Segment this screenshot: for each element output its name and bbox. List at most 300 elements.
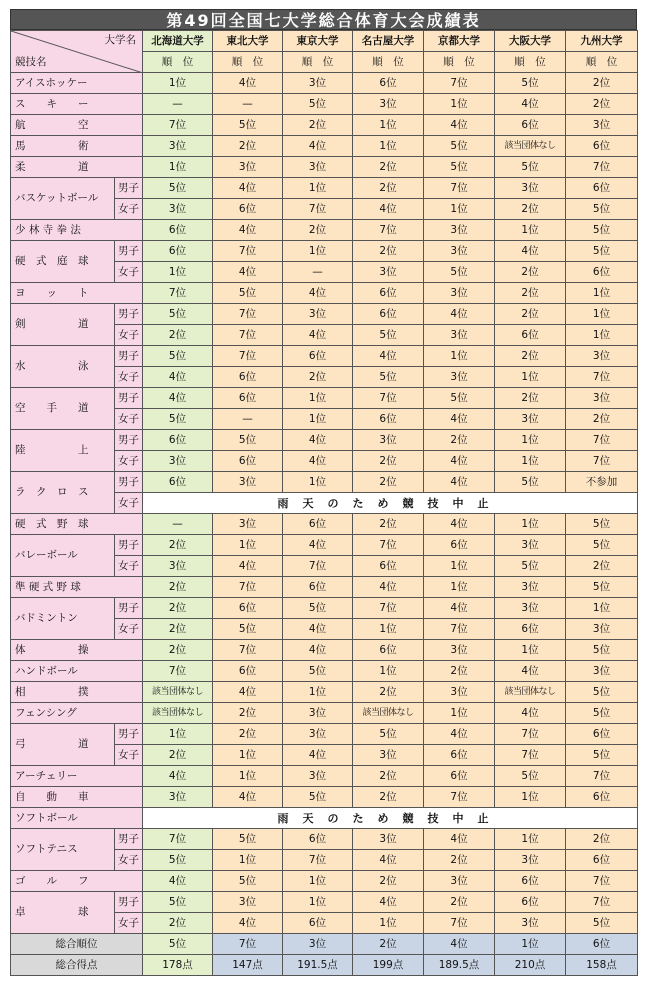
rank-cell: 4位: [283, 430, 353, 451]
rank-cell: 7位: [353, 388, 424, 409]
table-row: [11, 808, 638, 829]
overall-points-cell: 178点: [143, 955, 213, 976]
rank-cell: 2位: [283, 367, 353, 388]
rank-cell: 2位: [353, 157, 424, 178]
gender-division: 男子: [115, 304, 143, 325]
rank-cell: 2位: [143, 577, 213, 598]
event-name: ハンドボール: [11, 661, 143, 682]
overall-points-cell: 189.5点: [424, 955, 495, 976]
table-row: [11, 892, 638, 913]
rank-cell: 2位: [424, 850, 495, 871]
rank-cell: 5位: [566, 913, 638, 934]
rank-cell: 1位: [283, 241, 353, 262]
rank-cell: 4位: [213, 262, 283, 283]
rank-cell: 6位: [143, 430, 213, 451]
event-name: ヨ ッ ト: [11, 283, 143, 304]
rank-cell: 1位: [566, 325, 638, 346]
rank-cell: 1位: [283, 472, 353, 493]
event-name: バレーボール: [11, 535, 115, 577]
rank-cell: 4位: [213, 178, 283, 199]
rank-cell: 2位: [143, 640, 213, 661]
table-row: [11, 787, 638, 808]
rank-cell: 4位: [213, 682, 283, 703]
rank-cell: 3位: [424, 325, 495, 346]
rank-cell: 7位: [353, 598, 424, 619]
rank-cell: 5位: [566, 241, 638, 262]
rank-cell: 4位: [424, 451, 495, 472]
rank-cell: 1位: [566, 304, 638, 325]
event-name: 剣 道: [11, 304, 115, 346]
rank-cell: 6位: [424, 535, 495, 556]
rank-cell: 7位: [283, 199, 353, 220]
rank-cell: 3位: [566, 115, 638, 136]
event-name: バスケットボール: [11, 178, 115, 220]
rank-cell: 1位: [143, 157, 213, 178]
rank-cell: 3位: [566, 619, 638, 640]
event-name: 空 手 道: [11, 388, 115, 430]
university-header: 東北大学: [213, 31, 283, 52]
rank-cell: 2位: [495, 262, 566, 283]
event-name: 硬 式 野 球: [11, 514, 143, 535]
rank-cell: 3位: [353, 430, 424, 451]
rank-cell: 5位: [566, 745, 638, 766]
rank-cell: 3位: [495, 409, 566, 430]
rank-cell: 5位: [566, 514, 638, 535]
gender-division: 女子: [115, 556, 143, 577]
rank-cell: 7位: [283, 850, 353, 871]
event-name: ゴ ル フ: [11, 871, 143, 892]
event-name: 柔 道: [11, 157, 143, 178]
rank-cell: 1位: [213, 535, 283, 556]
rank-cell: 6位: [424, 766, 495, 787]
rank-cell: 7位: [566, 430, 638, 451]
rank-cell: 4位: [495, 661, 566, 682]
rank-cell: 2位: [283, 115, 353, 136]
rank-cell: 4位: [213, 913, 283, 934]
rank-cell: 1位: [353, 661, 424, 682]
rank-cell: 5位: [566, 703, 638, 724]
rank-cell: 該当団体なし: [353, 703, 424, 724]
corner-event-label: 競技名: [15, 56, 47, 68]
rank-cell: 4位: [213, 787, 283, 808]
rank-cell: 7位: [213, 346, 283, 367]
event-name: 航 空: [11, 115, 143, 136]
rank-cell: 2位: [143, 913, 213, 934]
rank-cell: 6位: [213, 199, 283, 220]
rank-cell: 2位: [495, 388, 566, 409]
rank-cell: 5位: [213, 619, 283, 640]
rank-cell: 5位: [566, 577, 638, 598]
results-table: [10, 30, 638, 976]
rank-cell: 4位: [213, 73, 283, 94]
rank-cell: 2位: [143, 745, 213, 766]
rank-header: 順 位: [566, 52, 638, 73]
cancelled-notice: 雨天のため競技中止: [143, 493, 638, 514]
rank-cell: 1位: [495, 640, 566, 661]
rank-cell: 4位: [283, 283, 353, 304]
rank-cell: 5位: [566, 220, 638, 241]
table-row: [11, 703, 638, 724]
overall-rank-cell: 3位: [283, 934, 353, 955]
rank-cell: 3位: [143, 787, 213, 808]
gender-division: 女子: [115, 409, 143, 430]
rank-cell: 3位: [283, 703, 353, 724]
rank-cell: 6位: [213, 367, 283, 388]
table-row: [11, 577, 638, 598]
rank-cell: 4位: [495, 94, 566, 115]
table-row: [11, 136, 638, 157]
gender-division: 女子: [115, 493, 143, 514]
rank-cell: 6位: [143, 220, 213, 241]
table-row: [11, 871, 638, 892]
event-name: 陸 上: [11, 430, 115, 472]
rank-cell: 2位: [213, 703, 283, 724]
rank-cell: 1位: [353, 136, 424, 157]
rank-cell: 2位: [566, 73, 638, 94]
gender-division: 女子: [115, 199, 143, 220]
rank-cell: 6位: [213, 388, 283, 409]
gender-division: 女子: [115, 850, 143, 871]
rank-cell: 5位: [495, 766, 566, 787]
table-row: [11, 73, 638, 94]
rank-cell: 3位: [353, 829, 424, 850]
rank-cell: 1位: [424, 199, 495, 220]
rank-cell: 3位: [495, 850, 566, 871]
rank-cell: 7位: [213, 241, 283, 262]
rank-cell: 6位: [566, 724, 638, 745]
event-name: 体 操: [11, 640, 143, 661]
event-name: 準 硬 式 野 球: [11, 577, 143, 598]
rank-cell: 1位: [283, 871, 353, 892]
gender-division: 女子: [115, 262, 143, 283]
rank-cell: 7位: [143, 283, 213, 304]
rank-cell: 6位: [353, 304, 424, 325]
rank-cell: —: [143, 94, 213, 115]
event-name: 硬 式 庭 球: [11, 241, 115, 283]
table-row: [11, 829, 638, 850]
rank-cell: 4位: [283, 535, 353, 556]
rank-cell: 5位: [213, 115, 283, 136]
event-name: アーチェリー: [11, 766, 143, 787]
rank-cell: 5位: [143, 346, 213, 367]
rank-cell: 2位: [424, 430, 495, 451]
rank-cell: 1位: [143, 262, 213, 283]
rank-cell: 1位: [283, 892, 353, 913]
table-row: [11, 640, 638, 661]
table-row: [11, 472, 638, 493]
rank-cell: 2位: [283, 220, 353, 241]
rank-cell: 5位: [424, 388, 495, 409]
rank-cell: 1位: [213, 850, 283, 871]
event-name: ソフトボール: [11, 808, 143, 829]
rank-cell: 1位: [495, 220, 566, 241]
rank-header: 順 位: [143, 52, 213, 73]
rank-cell: 7位: [213, 304, 283, 325]
rank-cell: 2位: [566, 829, 638, 850]
rank-cell: 1位: [424, 556, 495, 577]
rank-cell: 5位: [283, 598, 353, 619]
overall-rank-cell: 5位: [143, 934, 213, 955]
rank-cell: 3位: [283, 724, 353, 745]
rank-cell: 5位: [213, 871, 283, 892]
rank-cell: 3位: [424, 241, 495, 262]
table-row: [11, 94, 638, 115]
rank-cell: 5位: [143, 409, 213, 430]
rank-cell: 7位: [283, 556, 353, 577]
rank-cell: 1位: [143, 73, 213, 94]
rank-cell: 5位: [566, 682, 638, 703]
rank-cell: 5位: [424, 157, 495, 178]
rank-cell: 7位: [143, 115, 213, 136]
event-name: ソフトテニス: [11, 829, 115, 871]
event-name: アイスホッケー: [11, 73, 143, 94]
rank-cell: 7位: [566, 871, 638, 892]
rank-cell: 5位: [353, 367, 424, 388]
rank-cell: 6位: [495, 115, 566, 136]
rank-cell: 6位: [566, 178, 638, 199]
rank-cell: 7位: [566, 451, 638, 472]
rank-cell: 7位: [495, 745, 566, 766]
rank-cell: 5位: [143, 178, 213, 199]
rank-cell: 2位: [353, 178, 424, 199]
event-name: バドミントン: [11, 598, 115, 640]
rank-header: 順 位: [213, 52, 283, 73]
rank-cell: 1位: [424, 703, 495, 724]
rank-cell: 2位: [143, 598, 213, 619]
rank-cell: 4位: [424, 598, 495, 619]
rank-cell: 5位: [283, 787, 353, 808]
rank-cell: 6位: [495, 325, 566, 346]
overall-points-cell: 191.5点: [283, 955, 353, 976]
rank-cell: 2位: [143, 325, 213, 346]
rank-cell: 4位: [353, 199, 424, 220]
rank-cell: 5位: [213, 430, 283, 451]
rank-cell: 2位: [566, 556, 638, 577]
rank-cell: 4位: [283, 451, 353, 472]
rank-cell: 4位: [495, 241, 566, 262]
rank-cell: 2位: [495, 346, 566, 367]
rank-cell: 6位: [353, 283, 424, 304]
rank-cell: 6位: [213, 451, 283, 472]
overall-points-cell: 147点: [213, 955, 283, 976]
rank-cell: 4位: [353, 892, 424, 913]
rank-cell: —: [283, 262, 353, 283]
rank-cell: 5位: [353, 325, 424, 346]
rank-cell: 1位: [283, 682, 353, 703]
rank-cell: 3位: [495, 178, 566, 199]
rank-cell: 6位: [495, 871, 566, 892]
table-row: [11, 535, 638, 556]
rank-cell: 1位: [424, 346, 495, 367]
event-name: ラ ク ロ ス: [11, 472, 115, 514]
rank-cell: 5位: [213, 829, 283, 850]
rank-cell: 3位: [213, 157, 283, 178]
gender-division: 男子: [115, 388, 143, 409]
rank-cell: 5位: [283, 661, 353, 682]
rank-cell: 5位: [495, 73, 566, 94]
rank-cell: 7位: [143, 661, 213, 682]
rank-cell: 4位: [143, 871, 213, 892]
university-header: 北海道大学: [143, 31, 213, 52]
overall-rank-cell: 4位: [424, 934, 495, 955]
rank-cell: 7位: [353, 535, 424, 556]
gender-division: 男子: [115, 472, 143, 493]
rank-cell: 6位: [213, 661, 283, 682]
rank-cell: 該当団体なし: [143, 682, 213, 703]
rank-cell: 4位: [283, 619, 353, 640]
rank-cell: 2位: [353, 787, 424, 808]
corner-university-label: 大学名: [104, 34, 136, 46]
table-row: [11, 724, 638, 745]
event-name: 自 動 車: [11, 787, 143, 808]
gender-division: 女子: [115, 451, 143, 472]
gender-division: 男子: [115, 241, 143, 262]
table-row: [11, 661, 638, 682]
rank-cell: 4位: [424, 115, 495, 136]
rank-cell: 4位: [283, 325, 353, 346]
rank-cell: 5位: [143, 850, 213, 871]
rank-cell: 3位: [495, 598, 566, 619]
rank-cell: 4位: [495, 703, 566, 724]
table-row: [11, 178, 638, 199]
rank-cell: 該当団体なし: [143, 703, 213, 724]
rank-cell: 3位: [143, 199, 213, 220]
rank-cell: 1位: [495, 451, 566, 472]
event-name: フェンシング: [11, 703, 143, 724]
rank-cell: 2位: [353, 472, 424, 493]
rank-cell: 7位: [495, 724, 566, 745]
rank-cell: 3位: [495, 913, 566, 934]
gender-division: 女子: [115, 619, 143, 640]
university-header: 名古屋大学: [353, 31, 424, 52]
rank-cell: 5位: [213, 283, 283, 304]
rank-cell: 2位: [424, 661, 495, 682]
rank-cell: 該当団体なし: [495, 136, 566, 157]
rank-cell: 5位: [495, 556, 566, 577]
rank-cell: 1位: [353, 115, 424, 136]
rank-cell: 4位: [283, 136, 353, 157]
rank-cell: 6位: [283, 346, 353, 367]
rank-header: 順 位: [424, 52, 495, 73]
rank-cell: 5位: [566, 640, 638, 661]
rank-cell: 5位: [283, 94, 353, 115]
rank-cell: 4位: [353, 346, 424, 367]
rank-cell: —: [143, 514, 213, 535]
rank-cell: 3位: [566, 388, 638, 409]
table-row: [11, 115, 638, 136]
overall-rank-cell: 6位: [566, 934, 638, 955]
rank-cell: 6位: [495, 892, 566, 913]
overall-points-cell: 210点: [495, 955, 566, 976]
rank-cell: 3位: [424, 220, 495, 241]
rank-cell: 3位: [566, 661, 638, 682]
rank-cell: 5位: [424, 136, 495, 157]
table-row: [11, 430, 638, 451]
rank-cell: 該当団体なし: [495, 682, 566, 703]
table-row: [11, 283, 638, 304]
overall-points-cell: 158点: [566, 955, 638, 976]
rank-cell: 3位: [213, 472, 283, 493]
rank-cell: 7位: [424, 913, 495, 934]
rank-cell: 7位: [213, 640, 283, 661]
rank-cell: 6位: [283, 577, 353, 598]
rank-cell: 4位: [424, 472, 495, 493]
gender-division: 男子: [115, 892, 143, 913]
rank-cell: 4位: [213, 220, 283, 241]
overall-rank-cell: 2位: [353, 934, 424, 955]
rank-cell: 3位: [213, 892, 283, 913]
rank-cell: 1位: [495, 430, 566, 451]
rank-cell: 3位: [353, 745, 424, 766]
rank-cell: 5位: [566, 199, 638, 220]
gender-division: 男子: [115, 346, 143, 367]
event-name: 馬 術: [11, 136, 143, 157]
rank-cell: 6位: [566, 136, 638, 157]
rank-cell: 3位: [213, 514, 283, 535]
overall-rank-label: 総合順位: [11, 934, 143, 955]
overall-points-label: 総合得点: [11, 955, 143, 976]
rank-cell: 1位: [353, 619, 424, 640]
rank-cell: 3位: [424, 871, 495, 892]
rank-cell: 5位: [143, 892, 213, 913]
rank-cell: 2位: [143, 535, 213, 556]
table-row: [11, 682, 638, 703]
rank-cell: 1位: [566, 598, 638, 619]
rank-cell: 2位: [353, 766, 424, 787]
rank-cell: 4位: [353, 577, 424, 598]
rank-cell: 6位: [353, 73, 424, 94]
rank-cell: —: [213, 94, 283, 115]
gender-division: 男子: [115, 598, 143, 619]
gender-division: 男子: [115, 724, 143, 745]
rank-header: 順 位: [283, 52, 353, 73]
rank-cell: 7位: [143, 829, 213, 850]
table-row: [11, 388, 638, 409]
university-header: 東京大学: [283, 31, 353, 52]
table-row: [11, 241, 638, 262]
table-row: [11, 514, 638, 535]
rank-cell: 5位: [424, 262, 495, 283]
cancelled-notice: 雨天のため競技中止: [143, 808, 638, 829]
gender-division: 女子: [115, 745, 143, 766]
rank-cell: 6位: [353, 409, 424, 430]
rank-cell: 7位: [353, 220, 424, 241]
rank-cell: 6位: [283, 829, 353, 850]
rank-cell: 1位: [495, 787, 566, 808]
rank-cell: 4位: [213, 556, 283, 577]
university-header: 京都大学: [424, 31, 495, 52]
rank-cell: 7位: [566, 766, 638, 787]
rank-cell: 3位: [283, 304, 353, 325]
rank-cell: 7位: [566, 157, 638, 178]
rank-cell: 2位: [495, 199, 566, 220]
university-header: 九州大学: [566, 31, 638, 52]
rank-cell: 4位: [424, 514, 495, 535]
rank-cell: 7位: [213, 325, 283, 346]
rank-cell: 3位: [424, 640, 495, 661]
rank-cell: 5位: [566, 535, 638, 556]
rank-cell: 6位: [283, 913, 353, 934]
table-row: [11, 346, 638, 367]
rank-cell: 7位: [424, 787, 495, 808]
table-row: [11, 157, 638, 178]
rank-cell: 4位: [424, 724, 495, 745]
rank-cell: 1位: [424, 577, 495, 598]
table-row: [11, 766, 638, 787]
rank-cell: 4位: [424, 829, 495, 850]
rank-cell: 5位: [353, 724, 424, 745]
table-corner-header: [11, 31, 143, 73]
